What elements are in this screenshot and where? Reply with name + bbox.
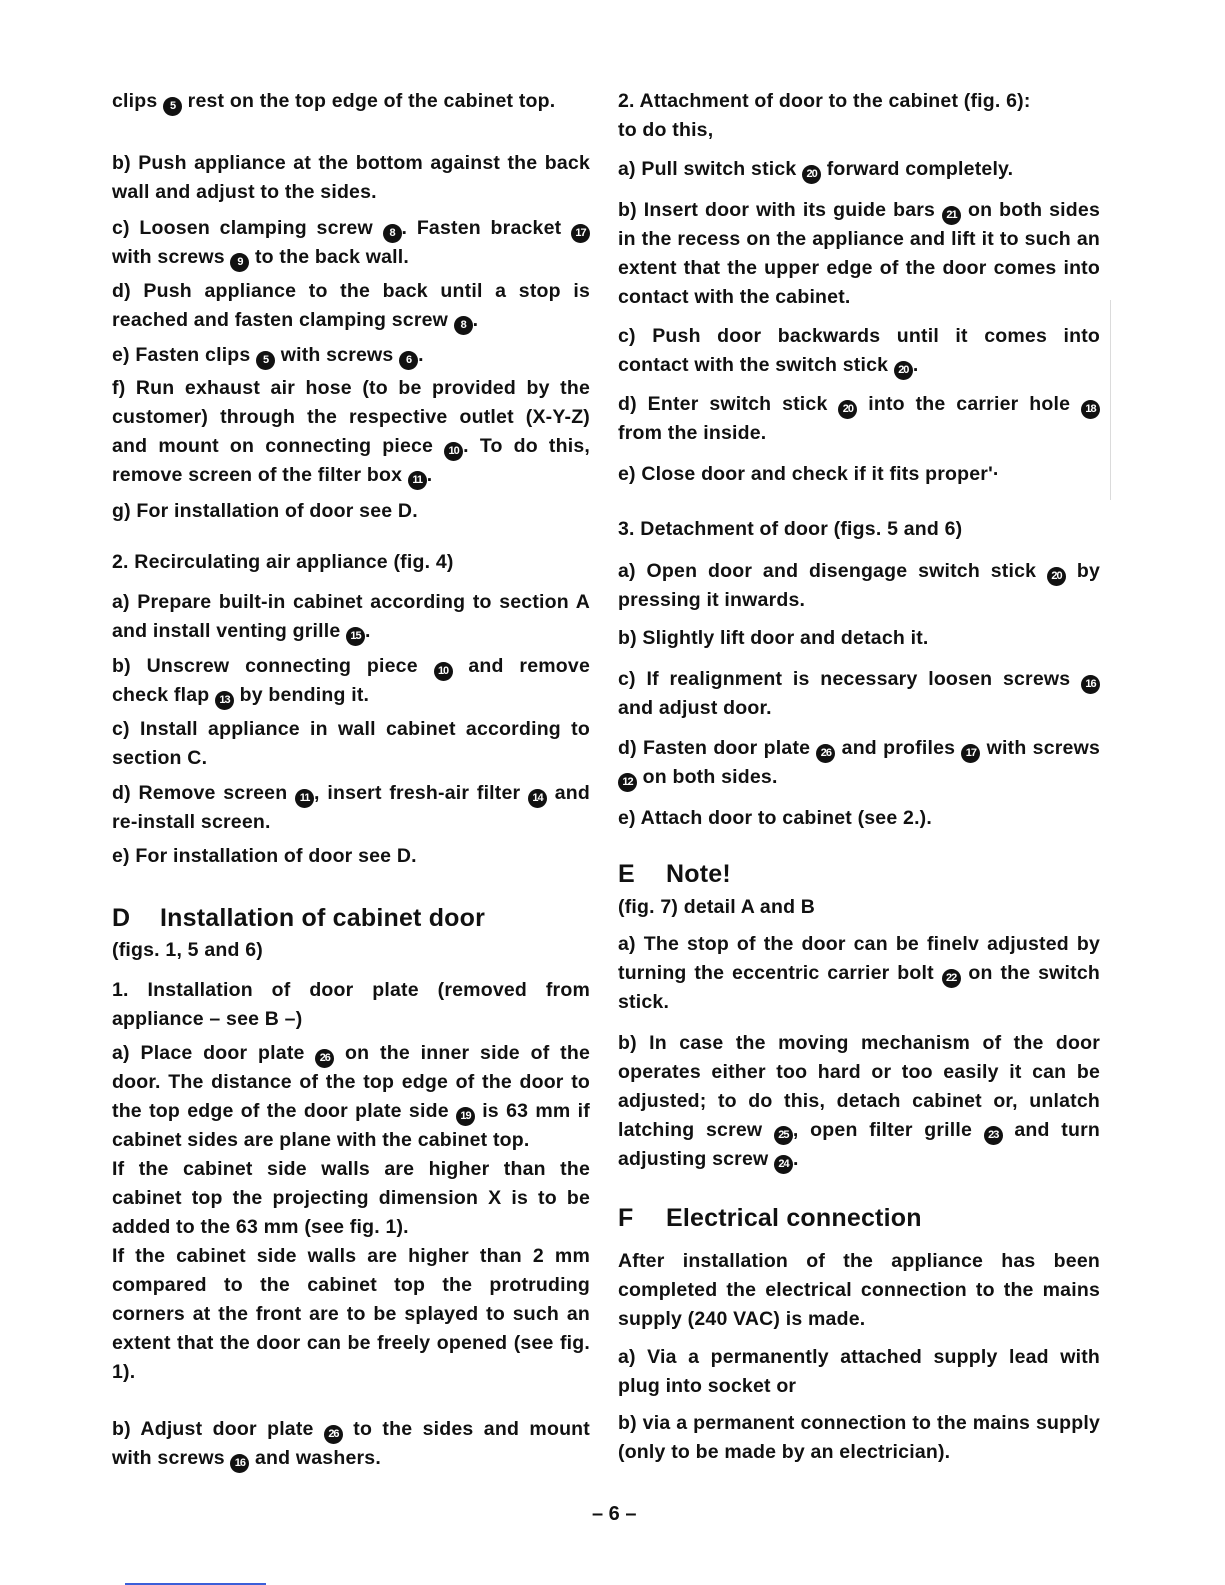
recirc-step-c: c) Install appliance in wall cabinet according to section C. — [112, 718, 590, 769]
reference-number-badge: 8 — [383, 224, 402, 243]
step-c-loosen-screw: c) Loosen clamping screw 8 . Fasten bracket 17 with screws 9 to the back wall. — [112, 214, 590, 272]
detach-step-d: d) Fasten door plate 26 and profiles 17 with screws 12 on both sides. — [618, 734, 1100, 792]
attach-heading: 2. Attachment of door to the cabinet (fig. 6): — [618, 90, 1031, 112]
electrical-step-b: b) via a permanent connection to the mains supply (only to be made by an electrician). — [618, 1412, 1100, 1463]
reference-number-badge: 26 — [315, 1049, 334, 1068]
reference-number-badge: 11 — [408, 471, 427, 490]
door-plate-step-a-text: a) Place door plate 26 on the inner side of the door. The distance of the top edge of the door to the top edge of the door plate side 19 is 63 mm if cabinet sides are plane with the cabinet top. — [112, 1042, 590, 1151]
reference-number-badge: 23 — [984, 1126, 1003, 1145]
step-g-door-ref: g) For installation of door see D. — [112, 500, 418, 522]
reference-number-badge: 16 — [230, 1454, 249, 1473]
step-b-push-appliance: b) Push appliance at the bottom against the back wall and adjust to the sides. — [112, 152, 590, 203]
scan-artifact-line — [1110, 300, 1111, 500]
reference-number-badge: 16 — [1081, 675, 1100, 694]
electrical-intro: After installation of the appliance has been completed the electrical connection to the mains supply (240 VAC) is made. — [618, 1250, 1100, 1330]
step-f-exhaust-hose: f) Run exhaust air hose (to be provided by the customer) through the respective outlet (X-Y-Z) and mount on connecting piece 10 . To do this, remove screen of the filter box 11 . — [112, 374, 590, 490]
reference-number-badge: 5 — [256, 351, 275, 370]
recirc-step-a: a) Prepare built-in cabinet according to section A and install venting grille 15 . — [112, 588, 590, 646]
door-plate-heading: 1. Installation of door plate (removed from appliance – see B –) — [112, 979, 590, 1030]
detach-step-b: b) Slightly lift door and detach it. — [618, 627, 929, 649]
detach-step-a: a) Open door and disengage switch stick 20 by pressing it inwards. — [618, 560, 1100, 611]
detach-step-e: e) Attach door to cabinet (see 2.). — [618, 807, 932, 829]
recirc-step-b: b) Unscrew connecting piece 10 and remove check flap 13 by bending it. — [112, 652, 590, 710]
reference-number-badge: 12 — [618, 773, 637, 792]
reference-number-badge: 21 — [942, 206, 961, 225]
door-plate-step-b: b) Adjust door plate 26 to the sides and mount with screws 16 and washers. — [112, 1415, 590, 1473]
reference-number-badge: 8 — [454, 316, 473, 335]
reference-number-badge: 14 — [528, 789, 547, 808]
paragraph-clips: clips 5 rest on the top edge of the cabinet top. — [112, 87, 590, 116]
attach-heading-block — [618, 87, 1100, 145]
reference-number-badge: 20 — [802, 165, 821, 184]
reference-number-badge: 10 — [444, 442, 463, 461]
reference-number-badge: 6 — [399, 351, 418, 370]
reference-number-badge: 20 — [1047, 567, 1066, 586]
detach-step-c: c) If realignment is necessary loosen screws 16 and adjust door. — [618, 665, 1100, 723]
reference-number-badge: 11 — [295, 789, 314, 808]
step-e-fasten-clips: e) Fasten clips 5 with screws 6 . — [112, 341, 590, 370]
reference-number-badge: 26 — [324, 1425, 343, 1444]
reference-number-badge: 17 — [571, 224, 590, 243]
step-d-push-back: d) Push appliance to the back until a stop is reached and fasten clamping screw 8 . — [112, 277, 590, 335]
attach-step-c: c) Push door backwards until it comes into contact with the switch stick 20 . — [618, 322, 1100, 380]
attach-intro: to do this, — [618, 119, 714, 141]
recirc-step-d: d) Remove screen 11 , insert fresh-air filter 14 and re-install screen. — [112, 782, 590, 833]
reference-number-badge: 15 — [346, 627, 365, 646]
note-step-b: b) In case the moving mechanism of the door operates either too hard or too easily it can be adjusted; to do this, detach cabinet or, unlatch latching screw 25 , open filter grille 23 and turn adjusting screw 24 . — [618, 1029, 1100, 1174]
detach-heading: 3. Detachment of door (figs. 5 and 6) — [618, 518, 963, 540]
door-plate-step-a — [112, 1039, 590, 1387]
attach-step-e: e) Close door and check if it fits proper'· — [618, 463, 1000, 485]
section-d-figs: (figs. 1, 5 and 6) — [112, 939, 263, 961]
reference-number-badge: 9 — [230, 253, 249, 272]
section-f-letter: F — [618, 1204, 634, 1232]
section-d-title: Installation of cabinet door — [160, 904, 486, 932]
reference-number-badge: 20 — [894, 361, 913, 380]
reference-number-badge: 24 — [774, 1155, 793, 1174]
reference-number-badge: 22 — [942, 969, 961, 988]
reference-number-badge: 25 — [774, 1126, 793, 1145]
attach-step-a: a) Pull switch stick 20 forward completely. — [618, 155, 1100, 184]
reference-number-badge: 17 — [961, 744, 980, 763]
section-e-title: Note! — [666, 860, 731, 888]
door-plate-step-a-note1: If the cabinet side walls are higher than the cabinet top the projecting dimension X is to be added to the 63 mm (see fig. 1). — [112, 1158, 590, 1238]
section-d-heading — [112, 902, 590, 934]
reference-number-badge: 10 — [434, 662, 453, 681]
reference-number-badge: 18 — [1081, 400, 1100, 419]
reference-number-badge: 20 — [838, 400, 857, 419]
section-e-heading — [618, 858, 1100, 890]
note-step-a: a) The stop of the door can be finelv adjusted by turning the eccentric carrier bolt 22 on the switch stick. — [618, 933, 1101, 1013]
door-plate-step-a-note2: If the cabinet side walls are higher than 2 mm compared to the cabinet top the protruding corners at the front are to be splayed to such an extent that the door can be freely opened (see fig. 1). — [112, 1245, 590, 1383]
recirculating-heading: 2. Recirculating air appliance (fig. 4) — [112, 551, 454, 573]
section-d-letter: D — [112, 904, 131, 932]
section-f-heading — [618, 1202, 1100, 1234]
electrical-step-a: a) Via a permanently attached supply lead with plug into socket or — [618, 1346, 1100, 1397]
attach-step-d: d) Enter switch stick 20 into the carrier hole 18 from the inside. — [618, 390, 1100, 448]
reference-number-badge: 13 — [215, 691, 234, 710]
section-f-title: Electrical connection — [666, 1204, 922, 1232]
section-e-subtitle: (fig. 7) detail A and B — [618, 896, 816, 918]
reference-number-badge: 19 — [456, 1107, 475, 1126]
attach-step-b: b) Insert door with its guide bars 21 on both sides in the recess on the appliance and lift it to such an extent that the upper edge of the door comes into contact with the cabinet. — [618, 199, 1101, 308]
reference-number-badge: 26 — [816, 744, 835, 763]
reference-number-badge: 5 — [163, 97, 182, 116]
recirc-step-e: e) For installation of door see D. — [112, 845, 417, 867]
section-e-letter: E — [618, 860, 635, 888]
page-number: – 6 – — [592, 1503, 637, 1525]
